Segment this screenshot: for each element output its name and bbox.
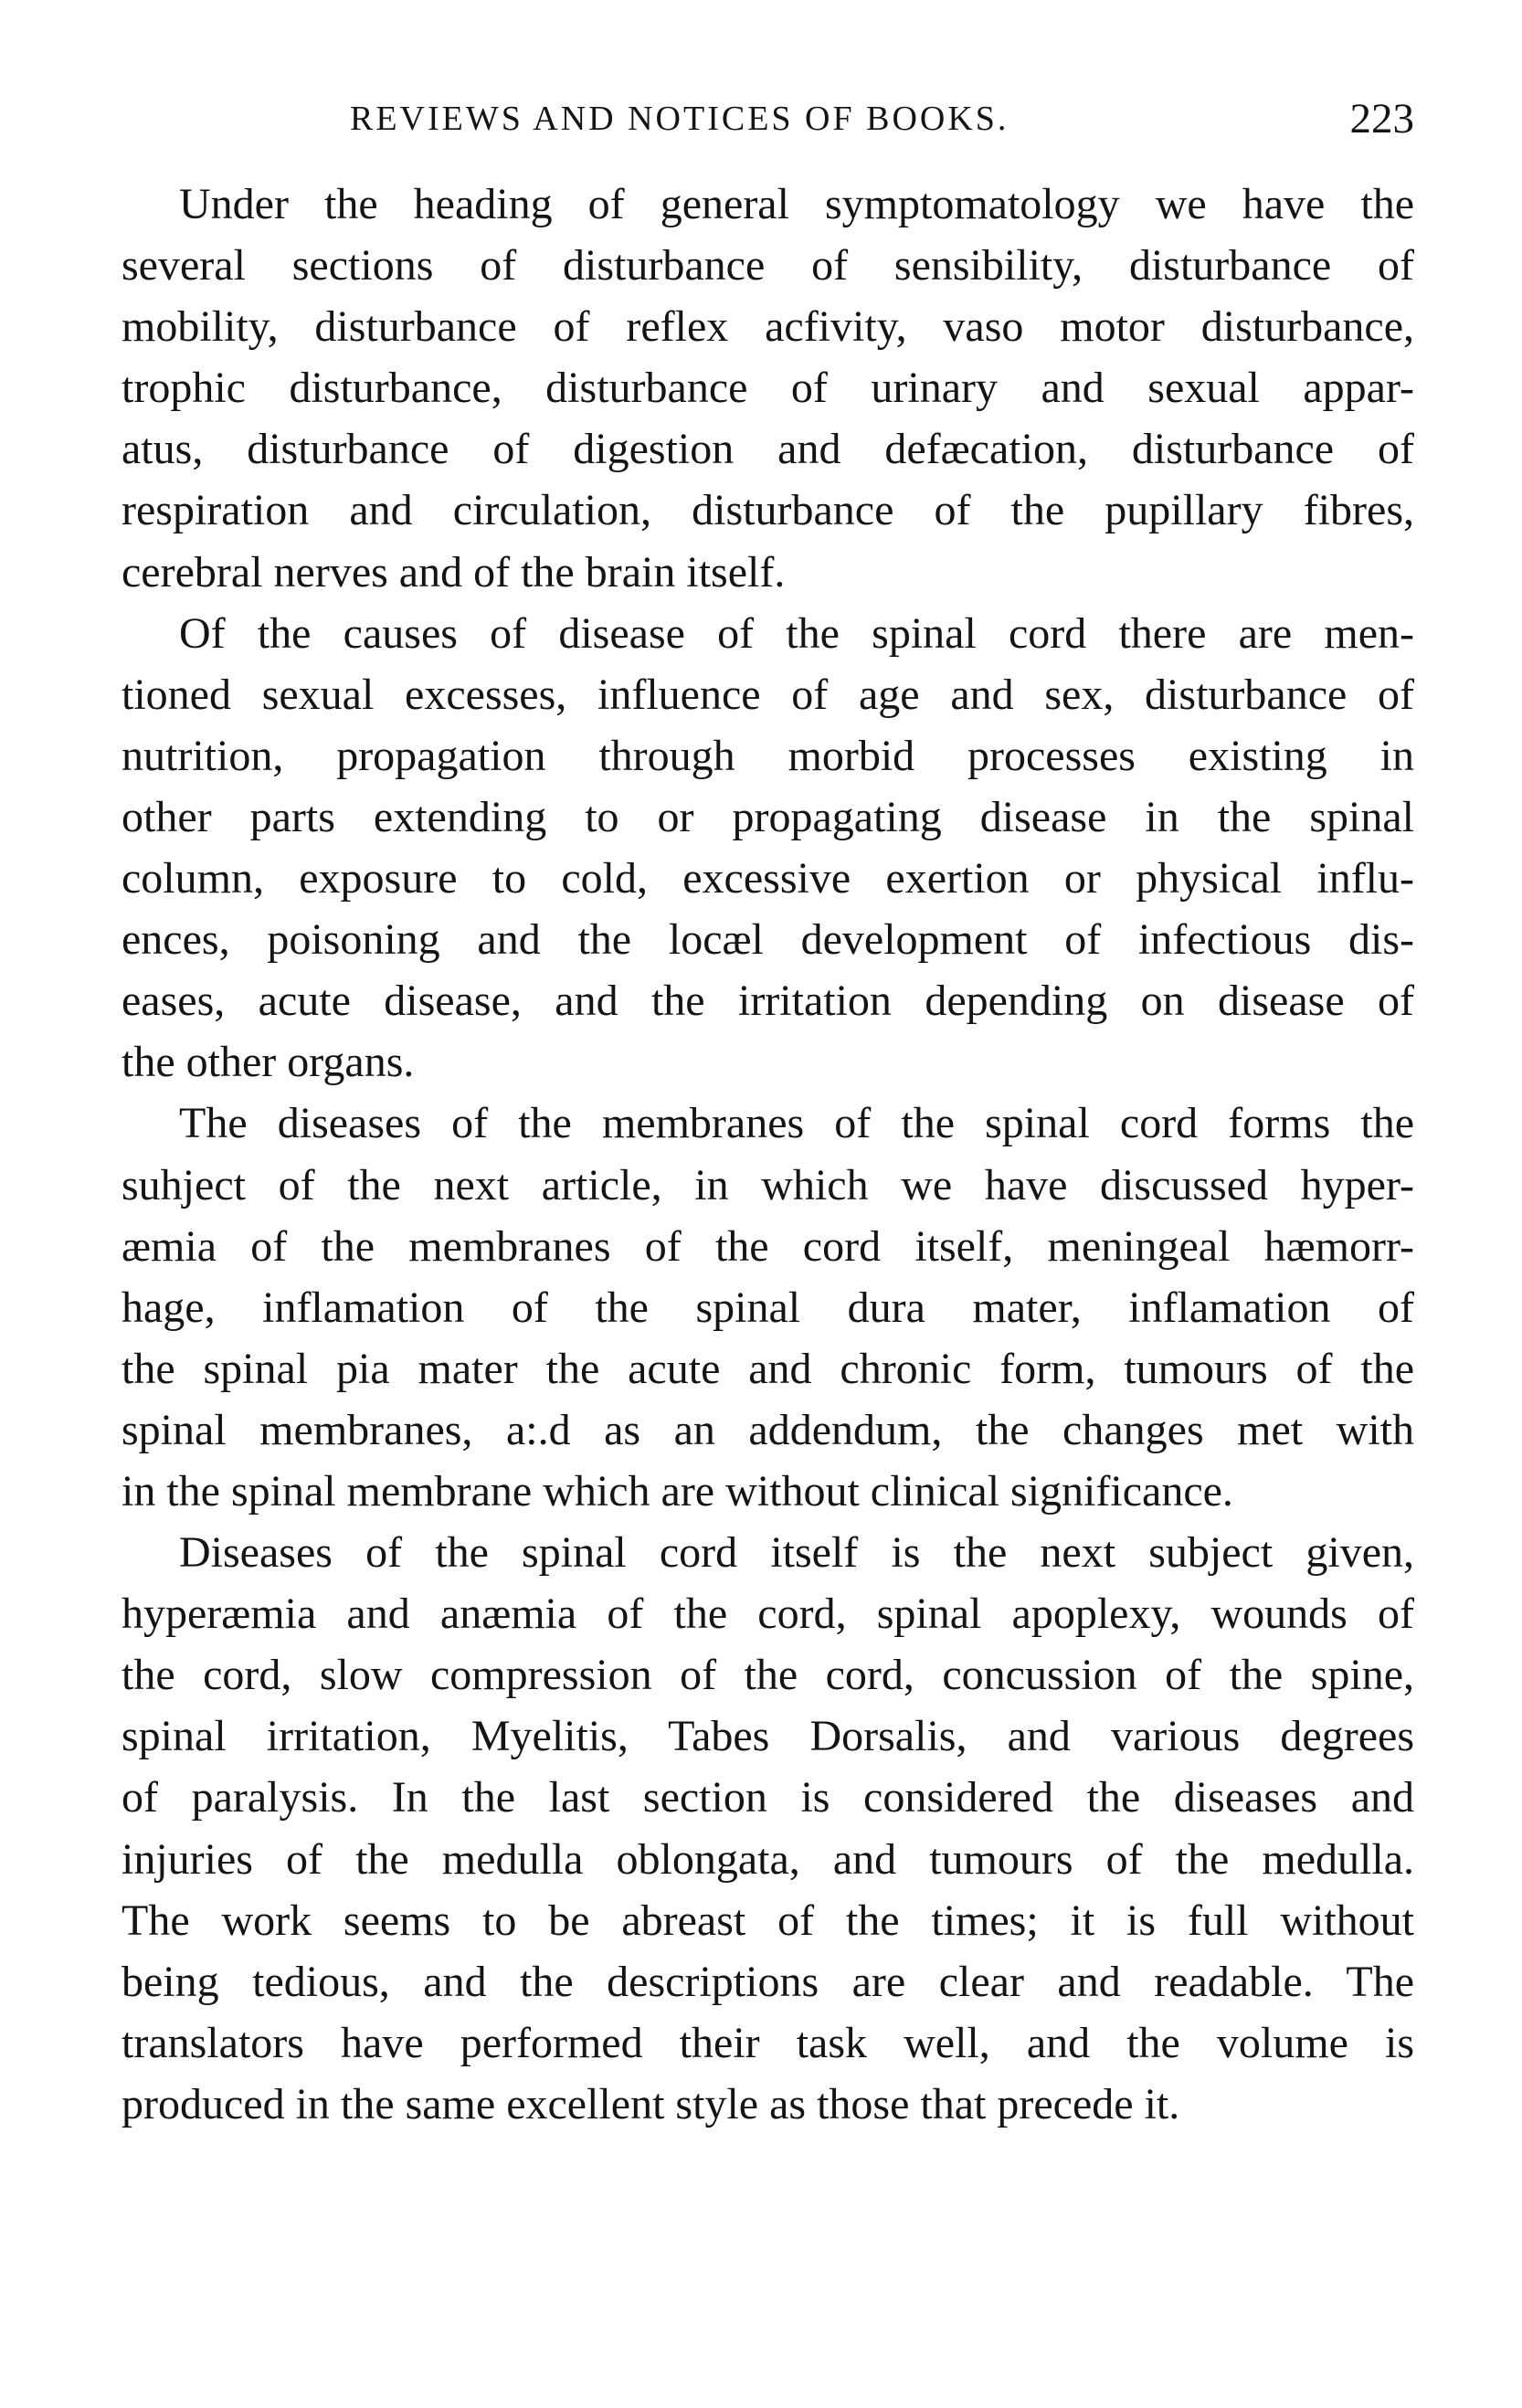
text-line: spinal irritation, Myelitis, Tabes Dorsalis, and various degrees [122, 1712, 1414, 1761]
text-line: æmia of the membranes of the cord itself, meningeal hæmorr- [122, 1221, 1414, 1271]
text-line: suhject of the next article, in which we have discussed hyper- [122, 1160, 1414, 1209]
text-line: of paralysis. In the last section is considered the diseases and [122, 1773, 1414, 1822]
text-line: respiration and circulation, disturbance of the pupillary fibres, [122, 486, 1414, 535]
text-line: Of the causes of disease of the spinal cord there are men- [179, 608, 1414, 658]
body-text [122, 174, 1414, 2135]
text-line: produced in the same excellent style as those that precede it. [122, 2079, 1180, 2128]
text-line: cerebral nerves and of the brain itself. [122, 547, 786, 597]
text-line: ences, poisoning and the locæl development of infectious dis- [122, 915, 1414, 965]
text-line: The diseases of the membranes of the spinal cord forms the [179, 1099, 1414, 1148]
paragraph [122, 603, 1414, 1093]
text-line: hage, inflamation of the spinal dura mater, inflamation of [122, 1283, 1414, 1332]
text-line: in the spinal membrane which are without clinical significance. [122, 1466, 1233, 1516]
text-line: translators have performed their task well, and the volume is [122, 2018, 1414, 2067]
text-line: injuries of the medulla oblongata, and tumours of the medulla. [122, 1834, 1414, 1884]
text-line: other parts extending to or propagating disease in the spinal [122, 792, 1414, 841]
text-line: trophic disturbance, disturbance of urinary and sexual appar- [122, 364, 1414, 413]
text-line: being tedious, and the descriptions are clear and readable. The [122, 1957, 1414, 2006]
text-line: spinal membranes, a:.d as an addendum, the changes met with [122, 1405, 1414, 1454]
text-line: nutrition, propagation through morbid processes existing in [122, 731, 1414, 780]
text-line: eases, acute disease, and the irritation depending on disease of [122, 977, 1414, 1026]
text-line: Diseases of the spinal cord itself is the next subject given, [179, 1528, 1414, 1578]
text-line: the cord, slow compression of the cord, concussion of the spine, [122, 1651, 1414, 1700]
text-line: Under the heading of general symptomatology we have the [179, 180, 1414, 228]
running-head [122, 91, 1414, 146]
text-line: atus, disturbance of digestion and defæcation, disturbance of [122, 425, 1414, 474]
text-line: the spinal pia mater the acute and chronic form, tumours of the [122, 1344, 1414, 1393]
text-line: column, exposure to cold, excessive exertion or physical influ- [122, 854, 1414, 903]
text-line: mobility, disturbance of reflex acfivity, vaso motor disturbance, [122, 302, 1414, 352]
page-number: 223 [1349, 95, 1414, 143]
paragraph [122, 1093, 1414, 1522]
text-line: several sections of disturbance of sensibility, disturbance of [122, 241, 1414, 290]
text-line: The work seems to be abreast of the times; it is full without [122, 1896, 1414, 1945]
text-line: hyperæmia and anæmia of the cord, spinal apoplexy, wounds of [122, 1589, 1414, 1639]
paragraph [122, 174, 1414, 603]
text-line: the other organs. [122, 1038, 415, 1087]
text-line: tioned sexual excesses, influence of age and sex, disturbance of [122, 670, 1414, 719]
running-title: REVIEWS AND NOTICES OF BOOKS. [350, 100, 1009, 138]
paragraph [122, 1522, 1414, 2135]
